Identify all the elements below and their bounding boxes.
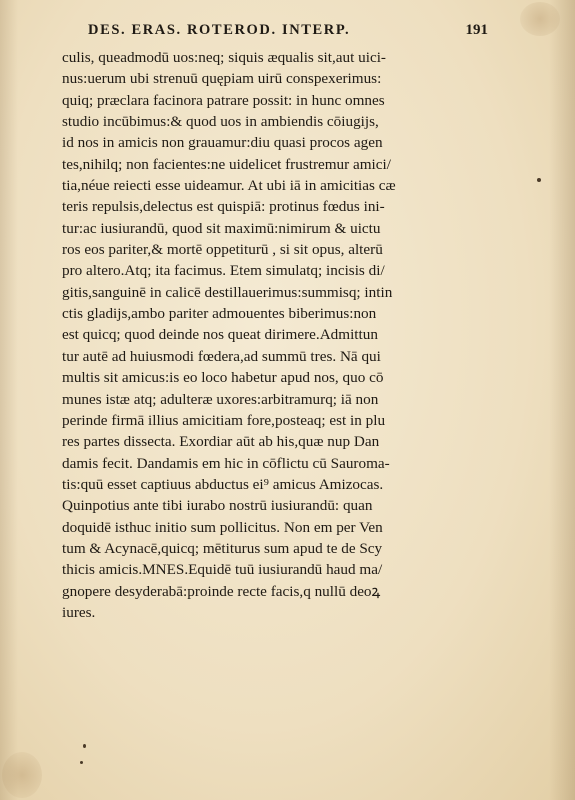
text-line: res partes dissecta. Exordiar aūt ab his,quæ nup Dan: [62, 433, 380, 451]
text-line: ctis gladijs,ambo pariter admouentes biberimus:non: [62, 305, 377, 323]
text-line: ros eos pariter,& mortē oppetiturū , si sit opus, alterū: [62, 241, 383, 259]
text-line: multis sit amicus:is eo loco habetur apud nos, quo cō: [62, 369, 384, 387]
text-line: thicis amicis.MNES.Equidē tuū iusiurandū haud ma/: [62, 561, 383, 579]
paper-stain: [520, 2, 560, 36]
text-line: munes istæ atq; adulteræ uxores:arbitramurq; iā non: [62, 390, 379, 408]
text-line: id nos in amicis non grauamur:diu quasi procos agen: [62, 134, 383, 152]
text-line: quiq; præclara facinora patrare possit: in hunc omnes: [62, 91, 385, 109]
text-line: studio incūbimus:& quod uos in ambiendis cōiugijs,: [62, 113, 379, 131]
text-line: tur:ac iusiurandū, quod sit maximū:nimirum & uictu: [62, 219, 381, 237]
text-line: perinde firmā illius amicitiam fore,posteaq; est in plu: [62, 411, 386, 429]
text-line: tia,néue reiecti esse uideamur. At ubi iā in amicitias cæ: [62, 177, 396, 195]
page-shadow-left: [0, 0, 18, 800]
text-line: tum & Acynacē,quicq; mētiturus sum apud te de Scy: [62, 539, 383, 557]
text-line: tes,nihilq; non facientes:ne uidelicet frustremur amici/: [62, 155, 391, 173]
body-text: [62, 47, 447, 623]
text-line: teris repulsis,delectus est quispiā: protinus fœdus ini-: [62, 198, 385, 216]
text-line: iures.: [62, 603, 96, 621]
text-line: damis fecit. Dandamis em hic in cōflictu cū Sauroma-: [62, 454, 390, 472]
ink-speck: [80, 761, 83, 764]
text-line: gnopere desyderabā:proinde recte facis,q nullū deoꝝ: [62, 582, 381, 600]
text-line: tur autē ad huiusmodi fœdera,ad summū tres. Nā qui: [62, 347, 381, 365]
text-line: est quicq; quod deinde nos queat dirimere.Admittun: [62, 326, 378, 344]
page-header: [88, 22, 488, 44]
text-line: pro altero.Atq; ita facimus. Etem simulatq; incisis di/: [62, 262, 385, 280]
paper-stain: [2, 752, 42, 798]
ink-speck: [83, 744, 86, 748]
text-line: Quinpotius ante tibi iurabo nostrū iusiurandū: quan: [62, 497, 373, 515]
text-line: culis, queadmodū uos:neq; siquis æqualis sit,aut uici-: [62, 49, 386, 66]
text-line: doquidē isthuc initio sum pollicitus. Non em per Ven: [62, 518, 383, 536]
ink-speck: [537, 178, 541, 182]
text-line: nus:uerum ubi strenuū quępiam uirū conspexerimus:: [62, 70, 382, 88]
page-number: 191: [465, 22, 488, 38]
text-line: gitis,sanguinē in calicē destillauerimus:summisq; intin: [62, 283, 393, 301]
text-line: tis:quū esset captiuus abductus ei⁹ amicus Amizocas.: [62, 475, 384, 493]
running-head: DES. ERAS. ROTEROD. INTERP.: [88, 22, 351, 38]
page-shadow-right: [549, 0, 575, 800]
